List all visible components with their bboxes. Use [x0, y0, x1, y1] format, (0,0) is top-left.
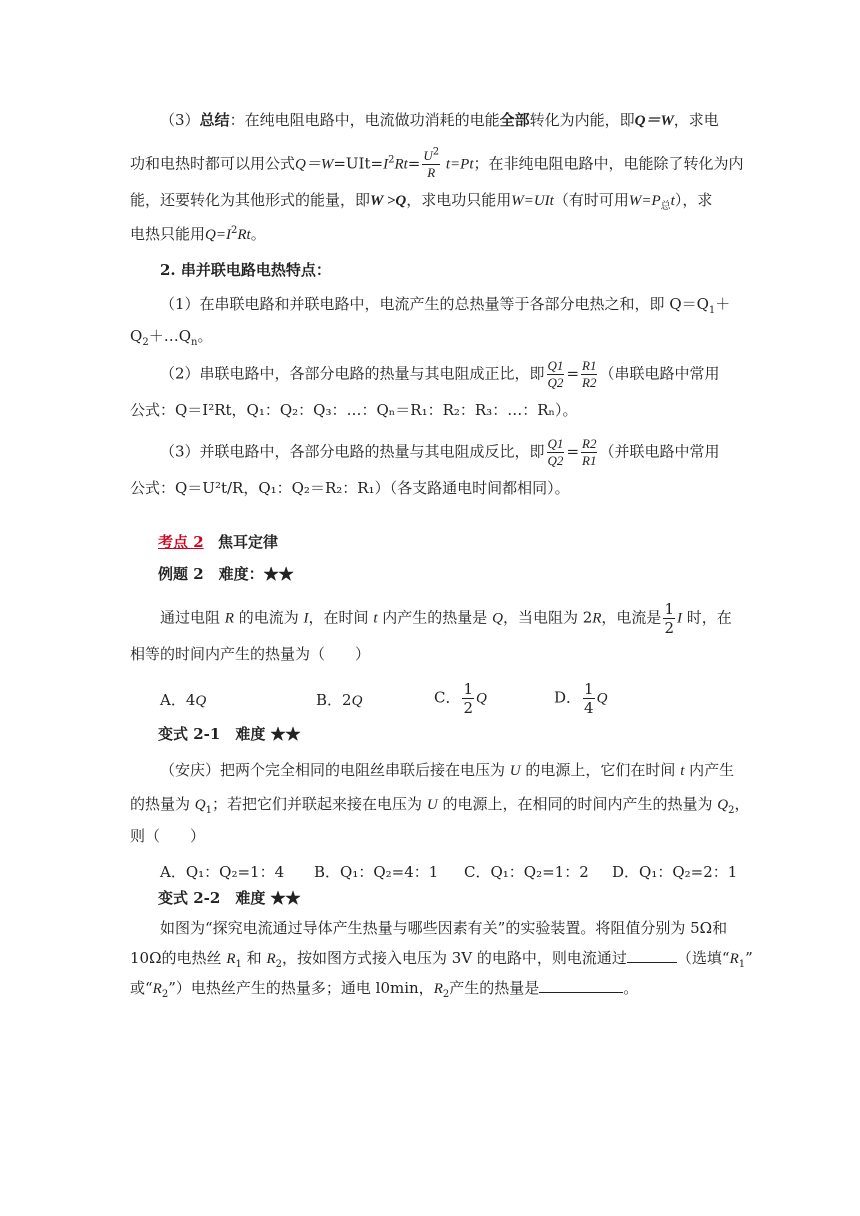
r1-r2-fraction: $\frac{R1}{R2}$ [582, 358, 597, 390]
variant-2-1-line2: 的热量为 $Q_1$；若把它们并联起来接在电压为 U 的电源上，在相同的时间内产生的热量为 $Q_2$， [130, 795, 750, 816]
section-2-title: 2. 串并联电路电热特点： [160, 261, 331, 279]
section2-p2-line2: 公式：Q＝I²Rt，Q₁：Q₂：Q₃：…：Qₙ＝R₁：R₂：R₃：…：Rₙ）。 [130, 401, 578, 419]
summary-line-3: 能，还要转化为其他形式的能量，即W >Q，求电功只能用W=UIt（有时可用$W=P_总t$），求 [130, 191, 713, 212]
option-c[interactable]: C．Q₁：Q₂=1：2 [464, 863, 589, 881]
option-b[interactable]: B．2Q [316, 691, 363, 709]
variant-2-1-line3: 则（ ） [130, 827, 206, 845]
section2-p1-line1: （1）在串联电路和并联电路中，电流产生的总热量等于各部分电热之和，即 $Q=Q_1+$ [160, 295, 731, 316]
u2-over-r-fraction: $\frac{U^2}{R}$ [423, 146, 440, 180]
option-d[interactable]: D． $\frac{1}{4}$ Q [554, 680, 608, 717]
variant-2-2-line2: 10Ω的电热丝 $R_1$ 和 $R_2$，按如图方式接入电压为 3V 的电路中，则电流通过 （选填“$R_1$” [130, 949, 753, 970]
option-a[interactable]: A．4Q [160, 691, 207, 709]
kaodian-title: 焦耳定律 [217, 533, 278, 551]
option-b[interactable]: B．Q₁：Q₂=4：1 [314, 863, 439, 881]
example-2-question-line1: 通过电阻 R 的电流为 I，在时间 t 内产生的热量是 Q，当电阻为 2R，电流是 $\frac{1}{2}$ I 时，在 [160, 600, 732, 637]
summary-line-4: 电热只能用$Q=I^2Rt$。 [130, 225, 266, 243]
r2-r1-fraction: $\frac{R2}{R1}$ [582, 436, 597, 468]
option-a[interactable]: A．Q₁：Q₂=1：4 [160, 863, 285, 881]
example-2-question-line2: 相等的时间内产生的热量为（ ） [130, 645, 371, 663]
section2-p3-line1: （3）并联电路中，各部分电路的热量与其电阻成反比，即 $\frac{Q1}{Q2}$ = $\frac{R2}{R1}$ （并联电路中常用 [160, 436, 720, 468]
summary-line-2: 功和电热时都可以用公式$Q=W=UIt=I^2Rt=$ $\frac{U^2}{R}$ t=Pt；在非纯电阻电路中，电能除了转化为内 [130, 146, 744, 180]
answer-blank-2[interactable] [539, 978, 623, 993]
variant-2-2-line1: 如图为“探究电流通过导体产生热量与哪些因素有关”的实验装置。将阻值分别为 5Ω和 [160, 919, 728, 937]
example-2-heading: 例题 2 难度：★★ [158, 565, 294, 583]
variant-2-2-line3: 或“$R_2$”）电热丝产生的热量多；通电 l0min，$R_2$产生的热量是 。 [130, 979, 639, 1000]
summary-line-1: （3）总结：在纯电阻电路中，电流做功消耗的电能全部转化为内能，即Q＝W，求电 [160, 111, 719, 129]
q1-q2-fraction: $\frac{Q1}{Q2}$ [547, 436, 564, 468]
section2-p3-line2: 公式：Q＝U²t/R，Q₁：Q₂＝R₂：R₁）（各支路通电时间都相同）。 [130, 479, 570, 497]
q1-q2-fraction: $\frac{Q1}{Q2}$ [547, 358, 564, 390]
variant-2-2-heading: 变式 2-2 难度 ★★ [158, 889, 301, 907]
section2-p1-line2: $Q_2+\dots Q_n$。 [130, 327, 213, 348]
section2-p2-line1: （2）串联电路中，各部分电路的热量与其电阻成正比，即 $\frac{Q1}{Q2}$ = $\frac{R1}{R2}$ （串联电路中常用 [160, 358, 720, 390]
variant-2-1-line1: （安庆）把两个完全相同的电阻丝串联后接在电压为 U 的电源上，它们在时间 t 内产生 [160, 761, 735, 779]
half-fraction: $\frac{1}{2}$ [664, 600, 674, 637]
answer-blank-1[interactable] [627, 948, 677, 963]
kaodian-label: 考点 2 [158, 533, 204, 551]
option-d[interactable]: D．Q₁：Q₂=2：1 [612, 863, 738, 881]
option-c[interactable]: C． $\frac{1}{2}$ Q [434, 680, 487, 717]
kaodian-heading [158, 532, 278, 552]
variant-2-1-heading: 变式 2-1 难度 ★★ [158, 725, 301, 743]
